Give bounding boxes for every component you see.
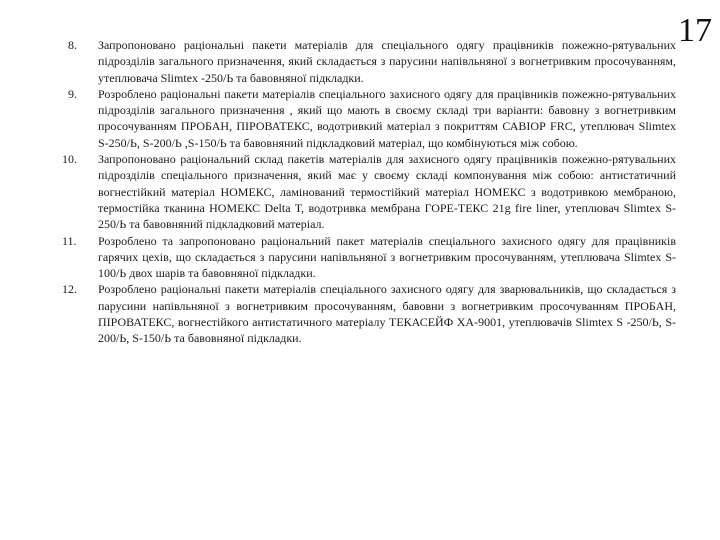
list-item [62, 281, 676, 346]
list-item-text: Запропоновано раціональний склад пакетів матеріалів для захисного одягу працівників пожежно-рятувальних підрозділів спеціального призначення, який має у своєму складі компонування між собою: антистатичний вогнестійкий матеріал НОМЕКС, ламінований термостійкий матеріал НОМЕКС з водотривкою мембраною, термостійка тканина НОМЕКС Delta T, водотривка мембрана ГОРЕ-ТЕКС 21g fire liner, утеплювач Slimtex S-250/Ь та бавовняний підкладковий матеріал. [98, 152, 676, 232]
list-item-text: Розроблено раціональні пакети матеріалів спеціального захисного одягу для працівників пожежно-рятувальних підрозділів загального призначення , який що мають в своєму складі три варіанти: бавовну з вогнетривким просочуванням ПРОБАН, ПІРОВАТЕКС, водотривкий матеріал з покриттям САВІОР FRC, утеплювач Slimtex S-250/Ь, S-200/Ь ,S-150/Ь та бавовняний підкладковий матеріал, що комбінуються між собою. [98, 86, 676, 150]
list-item-number: 9. [68, 86, 77, 101]
list-item-text: Розроблено та запропоновано раціональний пакет матеріалів спеціального захисного одягу для працівників гарячих цехів, що складається з парусини напівльняної з вогнетривким просочуванням, утеплювача Slimtex S-100/Ь двох шарів та бавовняної підкладки. [98, 233, 676, 281]
list-item [62, 37, 676, 86]
list-item [62, 86, 676, 151]
list-item-text: Розроблено раціональні пакети матеріалів спеціального захисного одягу для зварювальників, що складається з парусини напівльняної з вогнетривким просочуванням, бавовни з вогнетривким просочуванням ПРОБАН, ПІРОВАТЕКС, вогнестійкого антистатичного матеріалу ТЕКАСЕЙФ ХА-9001, утеплювачів Slimtex S -250/Ь, S-200/Ь, S-150/Ь та бавовняної підкладки. [98, 282, 676, 346]
conclusions-list [62, 37, 676, 347]
page-number: 17 [678, 12, 712, 49]
list-item [62, 233, 676, 282]
list-item-number: 8. [68, 38, 77, 52]
list-item [62, 151, 676, 232]
list-item-text: Запропоновано раціональні пакети матеріалів для спеціального одягу працівників пожежно-рятувальних підрозділів загального призначення, який складається з парусини напівльняної з вогнетривким просочуванням, утеплювача Slimtex -250/Ь та бавовняної підкладки. [98, 38, 676, 85]
list-item-number: 11. [62, 233, 77, 248]
list-item-number: 12. [62, 282, 77, 297]
list-item-number: 10. [62, 152, 77, 167]
